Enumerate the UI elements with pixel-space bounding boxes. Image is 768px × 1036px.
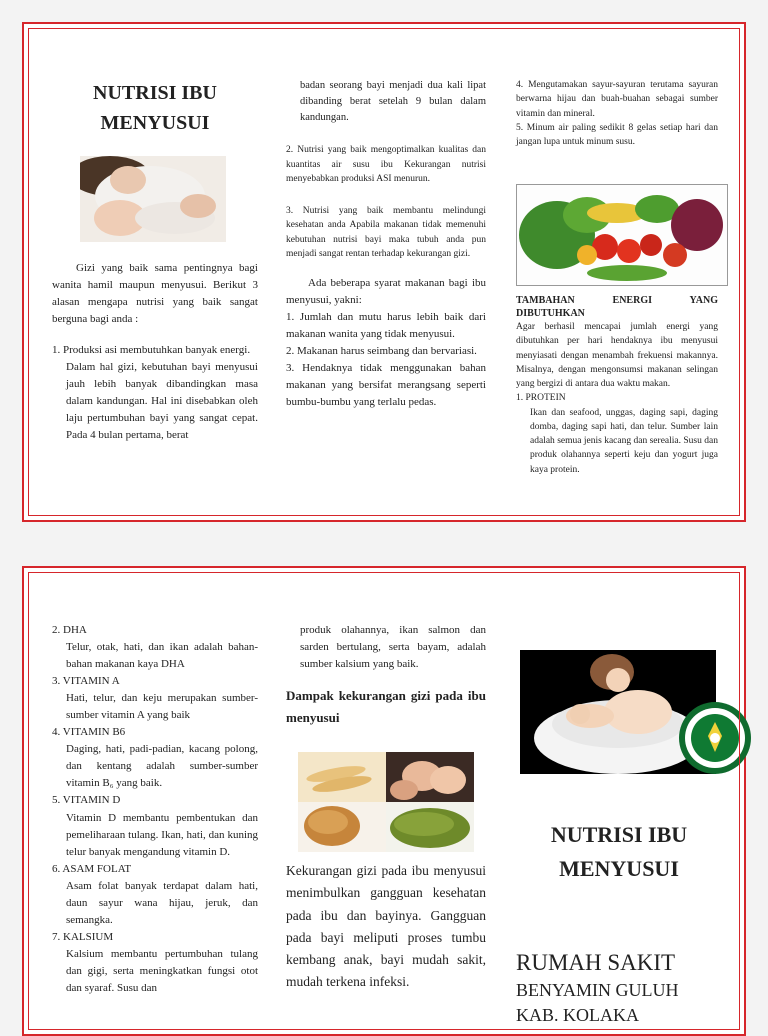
nutrient-item <box>52 622 258 673</box>
nutrient-title: 6. ASAM FOLAT <box>52 862 132 875</box>
nutrient-item <box>52 792 258 860</box>
nutrient-title: 5. VITAMIN D <box>52 794 121 807</box>
column-1-text <box>52 260 258 444</box>
syarat-item: 3. Hendaknya tidak menggunakan bahan makanan yang bersifat merangsang seperti bumbu-bumbu yang terlalu pedas. <box>286 362 486 409</box>
reason-1-title: 1. Produksi asi membutuhkan banyak energi. <box>52 344 251 357</box>
reason-2: 2. Nutrisi yang baik mengoptimalkan kualitas dan kuantitas air susu ibu Kekurangan nutrisi menyebabkan produksi ASI menurun. <box>286 145 486 184</box>
nutrient-body: Kalsium membantu pertumbuhan tulang dan gigi, serta meningkatkan fungsi otot dan syaraf. Susu dan <box>66 947 258 994</box>
column-1 <box>52 78 258 138</box>
nutrient-item <box>52 929 258 997</box>
protein-title: 1. PROTEIN <box>516 393 566 404</box>
back-title-line-2: MENYUSUI <box>559 856 679 882</box>
nutrient-item <box>52 673 258 724</box>
brochure-title <box>52 78 258 138</box>
vegetables-photo <box>516 184 728 286</box>
column-2-back <box>286 622 486 729</box>
dampak-body: Kekurangan gizi pada ibu menyusui menimbulkan gangguan kesehatan pada ibu dan bayinya. Gangguan pada bayi meliputi proses tumbu kembang anak, bayi mudah sakit, mudah terkena infeksi. <box>286 863 486 990</box>
nutrient-title: 7. KALSIUM <box>52 930 114 943</box>
nutrient-body: Vitamin D membantu pembentukan dan pemeliharaan tulang. Ikan, hati, dan kuning telur banyak mengandung vitamin D. <box>66 811 258 858</box>
mother-baby-photo <box>80 156 226 242</box>
dampak-heading: Dampak kekurangan gizi pada ibu menyusui <box>286 688 486 726</box>
brochure-page-back <box>22 566 746 1036</box>
hospital-block <box>516 948 736 1028</box>
nutrient-title: 2. DHA <box>52 624 87 636</box>
title-line-2: MENYUSUI <box>100 112 210 134</box>
back-title-line-1: NUTRISI IBU <box>550 822 688 847</box>
column-3-text <box>516 290 718 477</box>
kalsium-continuation: produk olahannya, ikan salmon dan sarden bertulang, serta bayam, adalah sumber kalsium yang baik. <box>300 624 486 671</box>
energy-body: Agar berhasil mencapai jumlah energi yang dibutuhkan per hari hendaknya ibu menyusui menyiasati dengan menambah frekuensi makannya. Misalnya, dengan mengonsumsi makanan selingan yang bergizi di antara dua waktu makan. <box>516 322 718 389</box>
syarat-item-5: 5. Minum air paling sedikit 8 gelas setiap hari dan jangan lupa untuk minum susu. <box>516 122 718 147</box>
syarat-list <box>286 309 486 411</box>
college-logo <box>670 700 760 776</box>
reason-1-continuation: badan seorang bayi menjadi dua kali lipat dibanding berat setelah 9 bulan dalam kandungan. <box>300 80 486 123</box>
nutrient-item <box>52 724 258 792</box>
nutrient-body: Daging, hati, padi-padian, kacang polong, dan kentang adalah sumber-sumber vitamin B₆ yang baik. <box>66 743 258 790</box>
nutrient-body: Hati, telur, dan keju merupakan sumber-sumber vitamin A yang baik <box>66 692 258 722</box>
protein-body: Ikan dan seafood, unggas, daging sapi, daging domba, daging sapi hati, dan telur. Sumber lain adalah semua jenis kacang dan serealia. Susu dan produk olahannya seperti keju dan yogurt juga kaya protein. <box>530 407 718 475</box>
hospital-line-3: KAB. KOLAKA <box>516 1005 639 1026</box>
syarat-item: 2. Makanan harus seimbang dan bervariasi. <box>286 345 477 358</box>
energy-heading: TAMBAHAN ENERGI YANG DIBUTUHKAN <box>516 295 718 319</box>
syarat-item: 1. Jumlah dan mutu harus lebih baik dari makanan wanita yang tidak menyusui. <box>286 311 486 341</box>
syarat-item-4: 4. Mengutamakan sayur-sayuran terutama sayuran berwarna hijau dan buah-buahan sebagai sumber vitamin dan mineral. <box>516 80 718 119</box>
column-3 <box>516 78 718 149</box>
column-2 <box>286 78 486 411</box>
intro-paragraph: Gizi yang baik sama pentingnya bagi wanita hamil maupun menyusui. Berikut 3 alasan mengapa nutrisi yang baik sangat berguna bagi anda : <box>52 262 258 326</box>
reason-3: 3. Nutrisi yang baik membantu melindungi kesehatan anda Apabila makanan tidak memenuhi kebutuhan nutrisi bayi maka tubuh anda pun menjadi sangat rentan terhadap kekurangan gizi. <box>286 206 486 259</box>
nutrient-item <box>52 861 258 929</box>
reason-1-body: Dalam hal gizi, kebutuhan bayi menyusui jauh lebih banyak dibandingkan masa dalam kandungan. Hal ini disebabkan oleh laju pertumbuhan bayi yang sangat cepat. Pada 4 bulan pertama, berat <box>66 361 258 442</box>
hospital-line-2: BENYAMIN GULUH <box>516 979 679 1000</box>
brochure-page-front <box>22 22 746 522</box>
hospital-line-1: RUMAH SAKIT <box>516 950 676 975</box>
back-title <box>524 818 714 886</box>
nutrient-body: Asam folat banyak terdapat dalam hati, daun sayur wana hijau, jeruk, dan semangka. <box>66 879 258 926</box>
title-line-1: NUTRISI IBU <box>93 82 217 104</box>
syarat-intro: Ada beberapa syarat makanan bagi ibu menyusui, yakni: <box>286 277 486 307</box>
nutrient-list <box>52 622 258 997</box>
nutrient-title: 4. VITAMIN B6 <box>52 726 126 739</box>
nutrient-body: Telur, otak, hati, dan ikan adalah bahan-bahan makanan kaya DHA <box>66 641 258 671</box>
food-collage-photo <box>298 752 474 852</box>
nutrient-title: 3. VITAMIN A <box>52 675 120 688</box>
